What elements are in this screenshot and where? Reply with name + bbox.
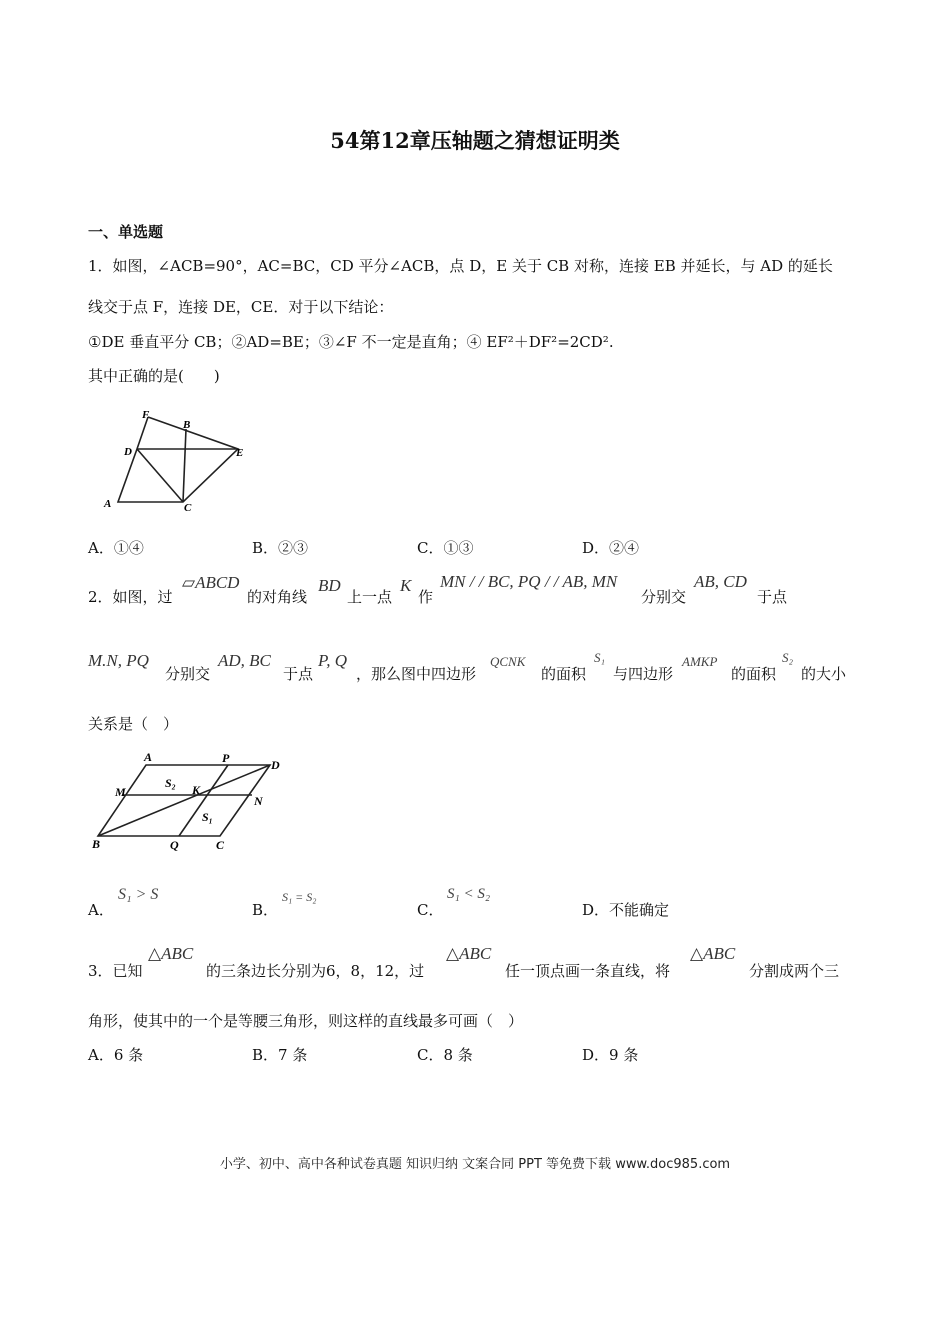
q1-line-1: 1．如图，∠ACB=90°，AC=BC，CD 平分∠ACB，点 D，E 关于 CB 对称，连接 EB 并延长，与 AD 的延长: [88, 257, 833, 275]
q2-text-2: 的对角线: [247, 588, 308, 606]
q3-formula-abc-3: △ABC: [690, 944, 736, 963]
q2-option-b-formula: S₁ = S₂: [282, 890, 317, 904]
q2-label-s2: S₂: [165, 776, 176, 790]
q1-label-b: B: [183, 419, 191, 431]
page-footer: 小学、初中、高中各种试卷真题 知识归纳 文案合同 PPT 等免费下载 www.doc985.com: [219, 1157, 731, 1172]
q2-text-1: 2．如图，过: [88, 588, 173, 606]
q2-text-11: 与四边形: [613, 665, 674, 683]
q1-option-d: D．②④: [582, 539, 640, 557]
q2-formula-qcnk: QCNK: [490, 654, 526, 669]
q2-text-3: 上一点: [347, 588, 393, 606]
q1-figure: [100, 403, 260, 518]
q2-label-n: N: [254, 794, 263, 808]
q2-option-d-label: D．不能确定: [582, 901, 670, 919]
q2-text-8: 于点: [283, 665, 314, 683]
q3-text-4: 分割成两个三: [749, 962, 840, 980]
q2-formula-amkp: AMKP: [682, 654, 718, 669]
q2-formula-ad-bc: AD, BC: [218, 651, 271, 670]
q2-formula-abcd: ▱ABCD: [182, 573, 240, 592]
q3-text-2: 的三条边长分别为6，8，12，过: [206, 962, 425, 980]
section-heading: 一、单选题: [88, 223, 164, 241]
q3-option-d: D．9 条: [582, 1046, 639, 1064]
q3-option-b: B．7 条: [252, 1046, 308, 1064]
q2-label-p: P: [222, 751, 230, 765]
q2-formula-k: K: [400, 576, 412, 595]
q2-text-9: ，那么图中四边形: [356, 665, 477, 683]
q2-text-10: 的面积: [541, 665, 587, 683]
q2-label-c: C: [216, 838, 225, 852]
q2-option-c-label: C．: [417, 901, 444, 919]
q2-label-m: M: [115, 785, 126, 799]
q1-line-3: ①DE 垂直平分 CB；②AD=BE；③∠F 不一定是直角；④ EF²＋DF²=2CD².: [88, 333, 614, 351]
q2-formula-mn-pq: MN / / BC, PQ / / AB, MN: [440, 572, 618, 591]
q1-option-a: A．①④: [88, 539, 144, 557]
q3-option-a: A．6 条: [88, 1046, 144, 1064]
q2-option-a-label: A．: [88, 901, 114, 919]
q2-option-a-formula: S₁ > S: [118, 886, 159, 903]
q3-option-c: C．8 条: [417, 1046, 473, 1064]
q2-text-4: 作: [418, 588, 434, 606]
q2-label-s1: S₁: [202, 810, 213, 824]
q3-line-2: 角形，使其中的一个是等腰三角形，则这样的直线最多可画（ ）: [88, 1012, 524, 1030]
page-title: 54第12章压轴题之猜想证明类: [330, 128, 620, 153]
q2-text-13: 的大小: [801, 665, 847, 683]
q2-figure: [88, 748, 288, 860]
q1-label-c: C: [184, 502, 192, 514]
q2-text-7: 分别交: [165, 665, 211, 683]
q1-line-2: 线交于点 F，连接 DE，CE．对于以下结论：: [88, 298, 394, 316]
q2-formula-bd: BD: [318, 576, 341, 595]
q2-formula-ab-cd: AB, CD: [694, 572, 747, 591]
q1-option-c: C．①③: [417, 539, 474, 557]
q1-label-a: A: [104, 498, 112, 510]
q2-formula-p-q: P, Q: [318, 651, 347, 670]
q2-label-k: K: [192, 783, 201, 797]
q2-label-d: D: [271, 758, 280, 772]
q2-formula-mn-pq-2: M.N, PQ: [88, 651, 149, 670]
q2-label-q: Q: [170, 838, 179, 852]
q3-text-3: 任一顶点画一条直线，将: [505, 962, 671, 980]
q3-formula-abc-1: △ABC: [148, 944, 194, 963]
q2-formula-s1: S₁: [594, 650, 606, 665]
q2-option-c-formula: S₁ < S₂: [447, 886, 491, 902]
q2-line-3: 关系是（ ）: [88, 715, 179, 733]
q2-text-6: 于点: [757, 588, 788, 606]
q1-line-4: 其中正确的是( ): [88, 367, 220, 385]
q2-label-b: B: [92, 837, 101, 851]
q1-label-e: E: [236, 447, 244, 459]
q2-label-a: A: [144, 750, 153, 764]
q1-label-f: F: [142, 409, 150, 421]
q2-text-5: 分别交: [641, 588, 687, 606]
q1-option-b: B．②③: [252, 539, 309, 557]
q2-option-b-label: B．: [252, 901, 279, 919]
q2-formula-s2: S₂: [782, 650, 794, 665]
q3-formula-abc-2: △ABC: [446, 944, 492, 963]
q3-text-1: 3．已知: [88, 962, 143, 980]
q1-label-d: D: [124, 446, 132, 458]
q2-text-12: 的面积: [731, 665, 777, 683]
